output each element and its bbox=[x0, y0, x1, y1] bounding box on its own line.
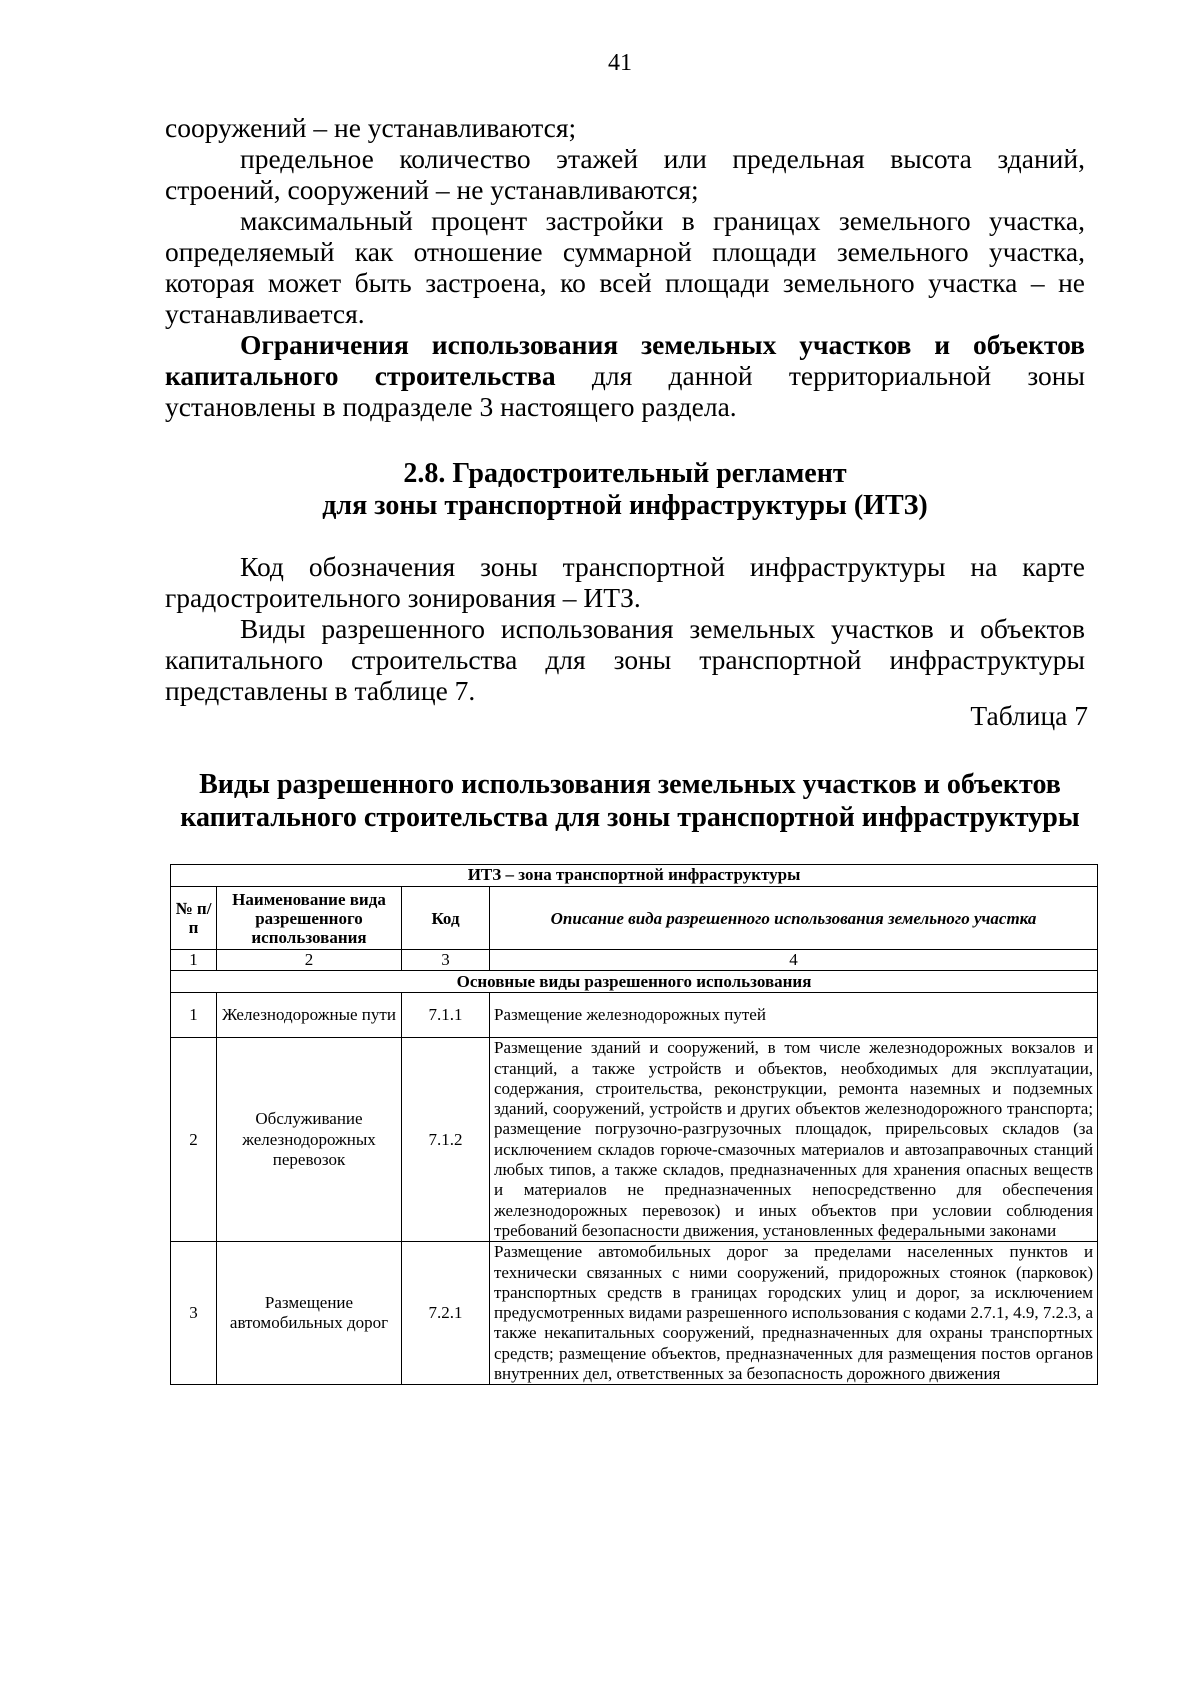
column-number-row bbox=[171, 950, 1098, 971]
row-description: Размещение автомобильных дорог за пределами населенных пунктов и технически связанных с ними сооружений, придорожных стоянок (парковок) транспортных средств в границах городских улиц и дорог, за исключением предусмотренных видами разрешенного использования с кодами 2.7.1, 4.9, 7.2.3, а также некапитальных сооружений, предназначенных для охраны транспортных средств; размещение объектов, предназначенных для размещения постов органов внутренних дел, ответственных за безопасность дорожного движения bbox=[490, 1242, 1098, 1385]
section-text bbox=[165, 551, 1085, 706]
row-name: Железнодорожные пути bbox=[217, 993, 402, 1038]
row-name: Размещение автомобильных дорог bbox=[217, 1242, 402, 1385]
intro-text bbox=[165, 112, 1085, 422]
table-row bbox=[171, 1242, 1098, 1385]
header-num: № п/п bbox=[171, 887, 217, 950]
table-title bbox=[165, 768, 1095, 834]
paragraph-2: предельное количество этажей или предельная высота зданий, строений, сооружений – не устанавливаются; bbox=[165, 143, 1085, 205]
header-code: Код bbox=[402, 887, 490, 950]
section-title bbox=[165, 458, 1085, 522]
row-name: Обслуживание железнодорожных перевозок bbox=[217, 1038, 402, 1242]
column-number: 1 bbox=[171, 950, 217, 971]
row-code: 7.1.2 bbox=[402, 1038, 490, 1242]
table-title-line-1: Виды разрешенного использования земельных участков и объектов bbox=[199, 769, 1061, 800]
header-name: Наименование вида разрешенного использования bbox=[217, 887, 402, 950]
permitted-use-table bbox=[170, 864, 1098, 1385]
zone-header-row bbox=[171, 865, 1098, 887]
paragraph-3: максимальный процент застройки в границах земельного участка, определяемый как отношение суммарной площади земельного участка, которая может быть застроена, ко всей площади земельного участка – не устанавливается. bbox=[165, 205, 1085, 329]
table-row bbox=[171, 1038, 1098, 1242]
column-number: 2 bbox=[217, 950, 402, 971]
paragraph-6: Виды разрешенного использования земельных участков и объектов капитального строительства для зоны транспортной инфраструктуры представлены в таблице 7. bbox=[165, 613, 1085, 706]
page-number: 41 bbox=[608, 50, 632, 76]
paragraph-4-rest: для данной территориальной зоны установлены в подразделе 3 настоящего раздела. bbox=[165, 360, 1085, 422]
paragraph-1: сооружений – не устанавливаются; bbox=[165, 112, 577, 143]
row-description: Размещение зданий и сооружений, в том числе железнодорожных вокзалов и станций, а также устройств и объектов, необходимых для эксплуатации, содержания, строительства, реконструкции, ремонта наземных и подземных зданий, сооружений, устройств и других объектов железнодорожного транспорта; размещение погрузочно-разгрузочных площадок, прирельсовых складов (за исключением складов горюче-смазочных материалов и автозаправочных станций любых типов, а также складов, предназначенных для хранения опасных веществ и материалов не предназначенных непосредственно для обеспечения железнодорожных перевозок) и иных объектов при условии соблюдения требований безопасности движения, установленных федеральными законами bbox=[490, 1038, 1098, 1242]
column-header-row bbox=[171, 887, 1098, 950]
table-caption: Таблица 7 bbox=[970, 700, 1088, 731]
paragraph-5: Код обозначения зоны транспортной инфраструктуры на карте градостроительного зонирования – ИТЗ. bbox=[165, 551, 1085, 613]
table-row bbox=[171, 993, 1098, 1038]
row-code: 7.1.1 bbox=[402, 993, 490, 1038]
paragraph-4 bbox=[165, 329, 1085, 422]
column-number: 3 bbox=[402, 950, 490, 971]
row-num: 2 bbox=[171, 1038, 217, 1242]
section-title-line-2: для зоны транспортной инфраструктуры (ИТЗ) bbox=[322, 490, 928, 521]
paragraph-4-bold: Ограничения использования земельных участков и объектов капитального строительства bbox=[165, 329, 1085, 391]
table-title-line-2: капитального строительства для зоны транспортной инфраструктуры bbox=[180, 802, 1080, 833]
column-number: 4 bbox=[490, 950, 1098, 971]
subsection-row bbox=[171, 971, 1098, 993]
row-code: 7.2.1 bbox=[402, 1242, 490, 1385]
subsection-header: Основные виды разрешенного использования bbox=[171, 971, 1098, 993]
row-num: 1 bbox=[171, 993, 217, 1038]
zone-header: ИТЗ – зона транспортной инфраструктуры bbox=[171, 865, 1098, 887]
row-description: Размещение железнодорожных путей bbox=[490, 993, 1098, 1038]
header-description: Описание вида разрешенного использования земельного участка bbox=[490, 887, 1098, 950]
section-title-line-1: 2.8. Градостроительный регламент bbox=[403, 458, 847, 489]
row-num: 3 bbox=[171, 1242, 217, 1385]
